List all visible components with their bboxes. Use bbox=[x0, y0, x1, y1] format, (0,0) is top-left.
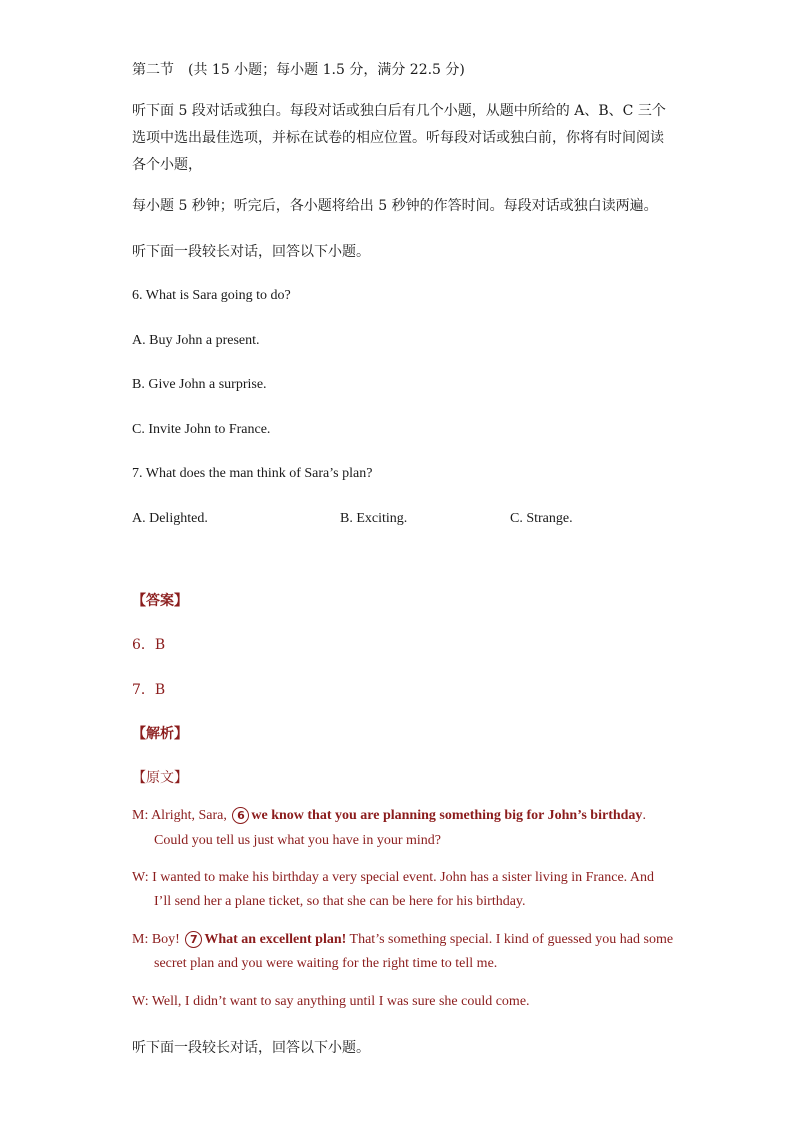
question-7-stem: 7. What does the man think of Sara’s plan? bbox=[132, 466, 373, 481]
answer-heading: 【答案】 bbox=[132, 593, 188, 609]
next-dialogue-intro: 听下面一段较长对话，回答以下小题。 bbox=[132, 1040, 370, 1056]
answer-7: 7．B bbox=[132, 682, 166, 698]
instructions-line-4: 每小题 5 秒钟；听完后，各小题将给出 5 秒钟的作答时间。每段对话或独白读两遍。 bbox=[132, 198, 658, 214]
instructions-line-1: 听下面 5 段对话或独白。每段对话或独白后有几个小题，从题中所给的 A、B、C 三个 bbox=[132, 103, 666, 119]
sentence-rest: That’s something special. I kind of guessed you had some bbox=[346, 932, 674, 947]
question-7-option-b: B. Exciting. bbox=[340, 511, 408, 526]
transcript-m1-line-2: Could you tell us just what you have in your mind? bbox=[154, 833, 441, 848]
analysis-heading: 【解析】 bbox=[132, 726, 188, 742]
question-7-option-a: A. Delighted. bbox=[132, 511, 208, 526]
dialogue-intro: 听下面一段较长对话，回答以下小题。 bbox=[132, 244, 370, 260]
question-6-option-a: A. Buy John a present. bbox=[132, 333, 260, 348]
transcript-m2-line-2: secret plan and you were waiting for the right time to tell me. bbox=[154, 956, 498, 971]
question-6-stem: 6. What is Sara going to do? bbox=[132, 288, 291, 303]
circled-number-6-icon: 6 bbox=[232, 807, 249, 824]
transcript-w1-line-1: W: I wanted to make his birthday a very special event. John has a sister living in France. And bbox=[132, 870, 655, 885]
sentence-end: . bbox=[642, 808, 646, 823]
key-phrase-6: we know that you are planning something big for John’s birthday bbox=[251, 808, 643, 823]
question-7-option-c: C. Strange. bbox=[510, 511, 573, 526]
instructions-line-3: 各个小题， bbox=[132, 157, 202, 173]
key-phrase-7: What an excellent plan! bbox=[204, 932, 347, 947]
transcript-w1-line-2: I’ll send her a plane ticket, so that she can be here for his birthday. bbox=[154, 894, 526, 909]
speaker-prefix: M: Boy! bbox=[132, 932, 184, 947]
speaker-prefix: M: Alright, Sara, bbox=[132, 808, 231, 823]
question-7-options bbox=[132, 509, 732, 529]
question-6-option-c: C. Invite John to France. bbox=[132, 422, 271, 437]
transcript-w2-line-1: W: Well, I didn’t want to say anything until I was sure she could come. bbox=[132, 994, 530, 1009]
instructions-line-2: 选项中选出最佳选项，并标在试卷的相应位置。听每段对话或独白前，你将有时间阅读 bbox=[132, 130, 664, 146]
transcript-m1-line-1 bbox=[132, 806, 646, 826]
circled-number-7-icon: 7 bbox=[185, 931, 202, 948]
answer-6: 6．B bbox=[132, 637, 166, 653]
question-6-option-b: B. Give John a surprise. bbox=[132, 377, 267, 392]
section-header: 第二节 (共 15 小题；每小题 1.5 分，满分 22.5 分) bbox=[132, 62, 465, 78]
transcript-heading: 【原文】 bbox=[132, 770, 188, 786]
transcript-m2-line-1 bbox=[132, 930, 673, 950]
